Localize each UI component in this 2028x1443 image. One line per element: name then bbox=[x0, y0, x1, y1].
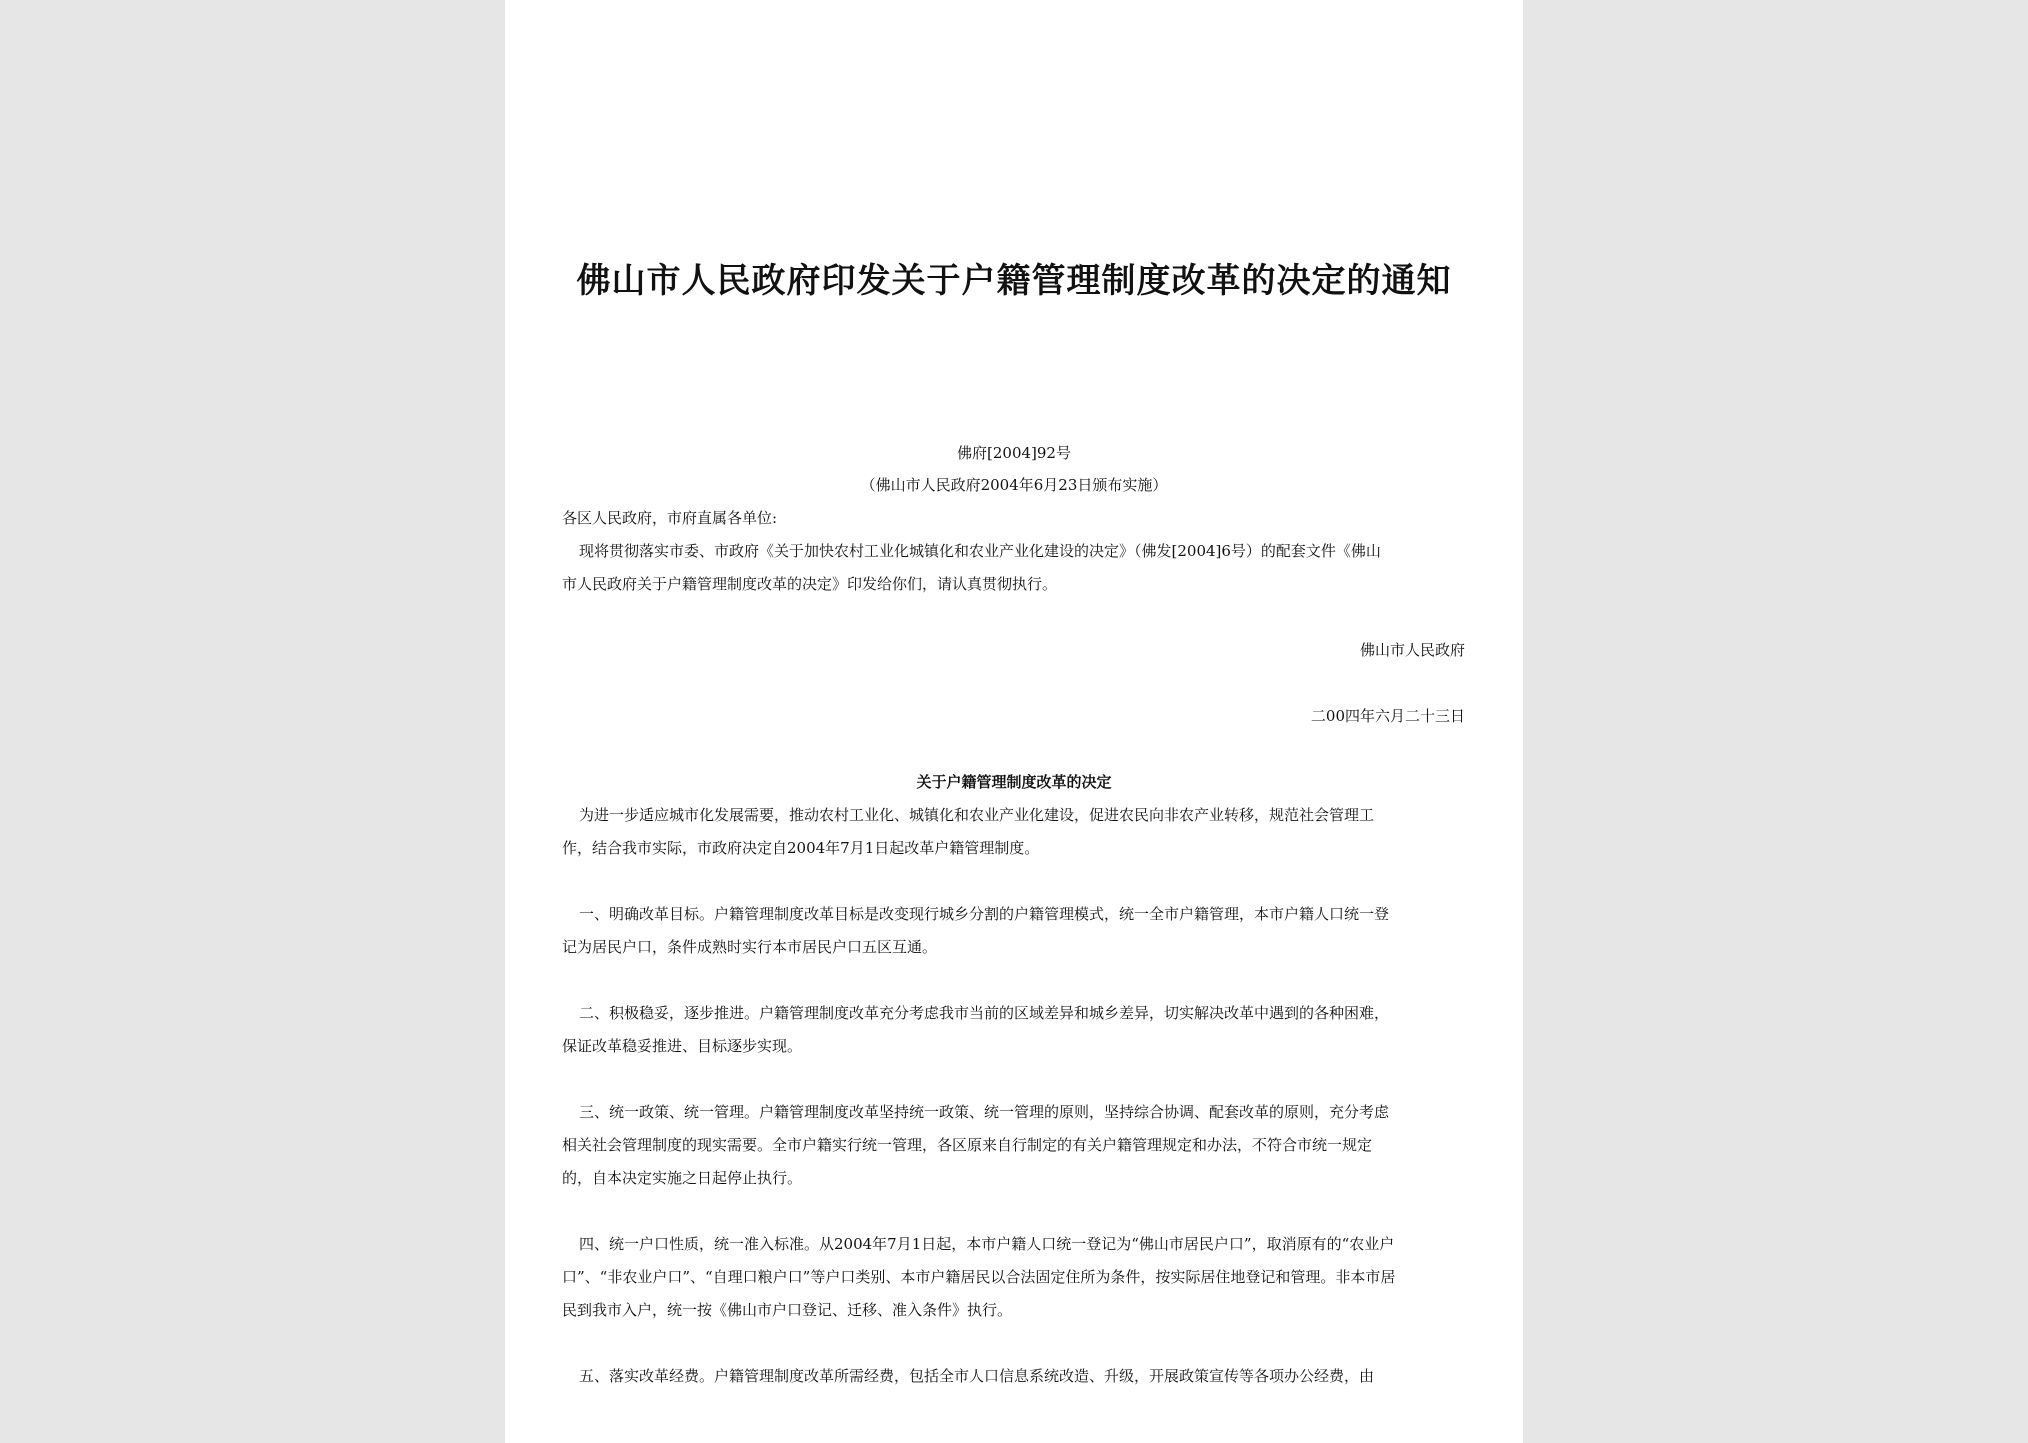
paragraph-line: 保证改革稳妥推进、目标逐步实现。 bbox=[562, 1037, 803, 1055]
paragraph-line: 一、明确改革目标。户籍管理制度改革目标是改变现行城乡分割的户籍管理模式，统一全市户籍管理，本市户籍人口统一登 bbox=[579, 905, 1390, 923]
salutation: 各区人民政府，市府直属各单位: bbox=[562, 509, 778, 527]
intro-paragraph-line: 现将贯彻落实市委、市政府《关于加快农村工业化城镇化和农业产业化建设的决定》（佛发[2004]6号）的配套文件《佛山 bbox=[579, 542, 1381, 560]
intro-paragraph-line: 市人民政府关于户籍管理制度改革的决定》印发给你们，请认真贯彻执行。 bbox=[562, 575, 1058, 593]
document-page bbox=[505, 0, 1523, 1443]
paragraph-line: 为进一步适应城市化发展需要，推动农村工业化、城镇化和农业产业化建设，促进农民向非农产业转移，规范社会管理工 bbox=[579, 806, 1375, 824]
paragraph-line: 的，自本决定实施之日起停止执行。 bbox=[562, 1169, 803, 1187]
paragraph-line: 口”、“非农业户口”、“自理口粮户口”等户口类别、本市户籍居民以合法固定住所为条件，按实际居住地登记和管理。非本市居 bbox=[562, 1268, 1396, 1286]
paragraph-line: 二、积极稳妥，逐步推进。户籍管理制度改革充分考虑我市当前的区域差异和城乡差异，切实解决改革中遇到的各种困难， bbox=[579, 1004, 1390, 1022]
signature: 佛山市人民政府 bbox=[1359, 641, 1465, 659]
paragraph-line: 五、落实改革经费。户籍管理制度改革所需经费，包括全市人口信息系统改造、升级，开展政策宣传等各项办公经费，由 bbox=[579, 1367, 1375, 1385]
document-date: 二00四年六月二十三日 bbox=[1310, 707, 1465, 725]
paragraph-line: 记为居民户口，条件成熟时实行本市居民户口五区互通。 bbox=[562, 938, 938, 956]
paragraph-line: 三、统一政策、统一管理。户籍管理制度改革坚持统一政策、统一管理的原则，坚持综合协调、配套改革的原则，充分考虑 bbox=[579, 1103, 1390, 1121]
document-number: 佛府[2004]92号 bbox=[957, 444, 1071, 462]
decision-title: 关于户籍管理制度改革的决定 bbox=[916, 773, 1112, 791]
issue-note: （佛山市人民政府2004年6月23日颁布实施） bbox=[860, 476, 1168, 494]
paragraph-line: 民到我市入户，统一按《佛山市户口登记、迁移、准入条件》执行。 bbox=[562, 1301, 1013, 1319]
document-title: 佛山市人民政府印发关于户籍管理制度改革的决定的通知 bbox=[576, 261, 1452, 301]
paragraph-line: 作，结合我市实际，市政府决定自2004年7月1日起改革户籍管理制度。 bbox=[562, 839, 1040, 857]
paragraph-line: 四、统一户口性质，统一准入标准。从2004年7月1日起，本市户籍人口统一登记为“佛山市居民户口”，取消原有的“农业户 bbox=[579, 1235, 1395, 1253]
paragraph-line: 相关社会管理制度的现实需要。全市户籍实行统一管理，各区原来自行制定的有关户籍管理规定和办法，不符合市统一规定 bbox=[562, 1136, 1373, 1154]
